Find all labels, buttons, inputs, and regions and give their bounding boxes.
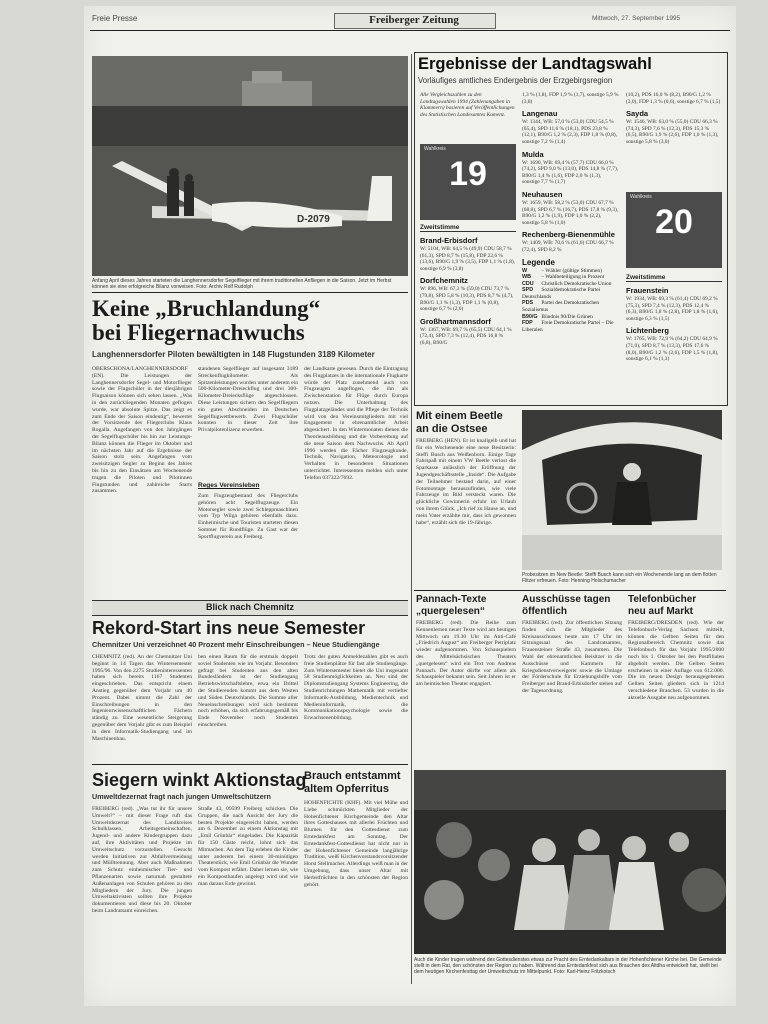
flieger-headline-2: bei Fliegernachwuchs [92,320,305,345]
masthead-title: Freiberger Zeitung [369,14,459,26]
pannach-headline-1: Pannach-Texte [416,594,487,605]
masthead-date: Mittwoch, 27. September 1995 [592,15,681,22]
ausschuesse-headline-1: Ausschüsse tagen [522,594,611,605]
brauch-headline-1: Brauch entstammt [304,770,401,782]
legende-key: SPD [522,287,534,294]
legende-value: Bündnis 90/Die Grünen [540,313,593,320]
telefon-text: FREIBERG/DRESDEN (red). Wie der Telefonbuch-Verlag Sachsen mitteilt, können die Gelben Seiten für den Regionalbereich Chemnitz sowie das Telefonbuch für das Vorjahr 1995/2000 noch bis 1. Oktober bei den Postfilialen abgeholt werden. Die Gelben Seiten erscheinen in einer Auflage von 612.000. Die im neuen Design herausgegebenen Gelben Seiten gliedern sich in 1214 verschiedene Branchen. 53 wurden in die aktuelle Ausgabe neu aufgenommen. [628,620,724,701]
result-mulda: W: 1690, WB: 69,4 % (57,7) CDU 66,0 % (74,2), SPD 9,0 % (13,0), PDS 14,8 % (7,7), B90/G 1,4 % (1,6), FDP 2,0 % (1,3), sonstige 7,7 % (1,7) [522,159,619,186]
legende-key: B90/G [522,313,538,320]
beetle-photo [522,410,722,570]
legende-value: Sozialdemokratische Partei Deutschlands [522,287,601,300]
place-neuhausen: Neuhausen [522,189,563,199]
beetle-text: FREIBERG (HEN). Er ist knallgelb und hat für ein Wochenende eine neue Besitzerin: Steffi Busch aus Weißenborn. Einige Tage Fahrspaß mit einem VW Beetle verlost die Sparkasse anlässlich der Eröffnung der Jugendgeschäftsstelle „Inside“. Die Aufgabe der Teilnehmer bestand darin, auf einer Fotomontage herauszufinden, wie viele Fahrzeuge im Bild versteckt waren. Die glückliche Gewinnerin erfuhr im Urlaub von ihrem Glück. „Ich rief zu Hause an, und mein Vater erzählte mir, dass ich gewonnen habe“, erzählt sich die 19-Jährige. [416,438,516,526]
wahlkreis-20-number: 20 [655,203,693,241]
result-sayda: W: 1546, WB: 63,0 % (55,0) CDU 66,3 % (74,3), SPD 7,6 % (12,3), PDS 15,3 % (6,5), B90/G 1,9 % (2,6), FDP 1,0 % (1,3), sonstige 5,8 % (3,0) [626,119,719,145]
result-frauenstein: W: 1934, WB: 69,3 % (61,4) CDU 69,2 % (75,3), SPD 7,4 % (12,3), PDS 12,4 % (6,3), B90/G 1,8 % (2,8), FDP 1,8 % (1,6), sonstige 6,3 % (1,5) [626,296,719,322]
result-lichtenberg: W: 1765, WB: 72,9 % (64,2) CDU 64,9 % (71,0), SPD 8,7 % (13,3), PDS 17,6 % (8,0), B90/G 1,2 % (2,6), FDP 1,5 % (1,8), sonstige 6,1 % (1,3) [626,336,719,363]
result-grosshartmannsdorf: W: 1367, WB: 69,7 % (65,5) CDU 64,1 % (72,4), SPD 7,3 % (12,4), PDS 16,8 % (6,8), B90/G [420,326,512,346]
church-photo [414,770,726,954]
glider-illustration [92,56,408,276]
place-sayda: Sayda [626,109,649,119]
wahl-col-3 [626,92,722,146]
wahlkreis-20-label: Wahlkreis [630,194,652,200]
legende-key: PDS [522,300,534,307]
rekord-headline: Rekord-Start ins neue Semester [92,618,366,638]
flieger-reges-heading: Reges Vereinsleben [198,482,260,489]
flieger-subheadline: Langhennersdorfer Piloten bewältigten in 148 Flugstunden 3189 Kilometer [92,350,375,359]
ausschuesse-text: FREIBERG (red). Zur öffentlichen Sitzung finden sich die Mitglieder des Kreisausschusses heute um 17 Uhr im Sitzungssaal des Landratsamtes, Frauensteiner Straße 43, zusammen. Die Wahl der ehrenamtlichen Beisitzer in die Ausschüsse und Kammern für Kriegsdienstverweigerer sowie die Umlage der Förderschule für Erziehungshilfe vom Freiberger und Brand-Erbisdorfer stehen auf der Tagesordnung. [522,620,622,694]
glider-tail-number: D-2079 [297,214,330,225]
rekord-subheadline: Chemnitzer Uni verzeichnet 40 Prozent mehr Einschreibungen – Neue Studiengänge [92,640,380,649]
church-photo-caption: Auch die Kinder trugen während des Gottesdienstes etwas zur Pracht des Erntedankaltars in der Hohenfichtener Kirche bei. Die Gemeinde stellt in dem Rat, den schönsten der Region zu haben. Während das Erntedankfest sich aus Brauchen des Altdha entwickelt hat, stellt bei dem heutigen Kirchenfesttag der Umweltschutz im Mittelpunkt. Foto: Karl-Heinz Fritzkotsch [414,957,722,975]
place-frauenstein: Frauenstein [626,286,669,295]
legende-key: WB [522,274,531,281]
wahl-col3-zweitstimme: Zweitstimme [626,274,722,282]
flieger-headline-1: Keine „Bruchlandung“ [92,296,321,321]
legende-item [522,320,620,333]
wahl-intro: Alle Vergleichszahlen zu den Landtagswahlen 1994 (Zahlenangaben in Klammern) basieren auf Veröffentlichungen des Statistischen Landesamtes Kamenz. [420,92,515,118]
legende-item [522,300,620,313]
legende-title: Legende [522,257,555,267]
wahl-col1-zweitstimme: Zweitstimme [420,224,516,232]
wahlkreis-20-box [626,192,722,268]
wahl-col-3b [626,274,722,363]
place-rechenberg: Rechenberg-Bienenmühle [522,230,615,240]
beetle-illustration [522,410,722,570]
siegern-headline: Siegern winkt Aktionstag [92,770,307,790]
beetle-headline-1: Mit einem Beetle [416,410,503,422]
glider-photo-caption: Anfang April dieses Jahres starteten die Langhennersdorfer Segelflieger mit ihrem traditionellen Anfliegen in die Saison. Jetzt im Herbst können sie eine erfolgreiche Bilanz vorweisen. Foto: Archiv Rolf Rudolph [92,278,392,290]
brauch-headline-2: altem Opferritus [304,783,389,795]
telefon-headline-2: neu auf Markt [628,606,694,617]
beetle-headline-2: an die Ostsee [416,423,488,435]
ausschuesse-headline-2: öffentlich [522,606,567,617]
legende-key: FDP [522,320,533,327]
glider-photo [92,56,408,276]
place-langenau: Langenau [522,109,558,119]
pannach-text: FREIBERG (red). Die Reihe zum Kennenlernen neuer Texte wird am heutigen Mittwoch um 19.30 Uhr im Anti-Café „Friedrich August“ am Freiberger Petriplatz wieder aufgenommen. Von Schauspielern des Mittelsächsischen Theaters „quergelesen“ wird ein Text von Andreas Pannach. Der Autor dürfte vor allem als Schauspieler bekannt sein. Seit Jahren ist er am heimischen Theater engagiert. [416,620,516,688]
wahl-col-2 [522,92,620,333]
wahl-col-1 [420,224,516,347]
result-col3-continued: (10,2), PDS 16,0 % (8,2), B90/G 1,2 % (3,0), FDP 1,3 % (0,6), sonstige 6,7 % (1,5) [626,92,721,105]
wahlkreis-19-box [420,144,516,220]
siegern-subheadline: Umweltdezernat fragt nach jungen Umweltschützern [92,792,271,801]
legende-value: – Wähler (gültige Stimmen) [540,267,602,274]
legende-item [522,274,620,281]
legende-key: W [522,267,528,274]
beetle-photo-caption: Probesitzen im New Beetle: Steffi Busch kann sich ein Wochenende lang an dem flotten Flitzer erfreuen. Foto: Henning Holschumacher [522,572,717,584]
rekord-col-2: ben einen Raum für die erstmals doppelt soviel Studenten wie im Vorjahr. Besonders gefragt bei Studenten aus den alten Bundesländern ist der Studiengang Betriebswirtschaftslehre, etwa ein Drittel der Studierenden kommt aus dem Westen und Süden Deutschlands. Die Summe aller Neueinschreibungen wird sich bestimmt noch erhöhen, da sich erfahrungsgemäß bis Ende November noch Studenten einschreiben. [198,654,298,728]
wahlkreis-19-label: Wahlkreis [424,146,446,152]
siegern-col-2: Straße 43, 09599 Freiberg schicken. Die Gruppen, die nach Ansicht der Jury die besten Projekte eingereicht haben, werden am 6. Dezember zu einem Aktionstag mit „Emil Grünbär“ eingeladen. Die Kapazität für 150 Gäste reicht, lohnt sich das Mitmachen. An dem Tag erleben die Kinder unter anderem bei einem 30-minütigen Theaterstück, wie Emil Grünbär die Wunder vom Kompost erfährt. Daher lernen sie, wie ein Komposthaufen angelegt wird und wie man daraus Erde gewinnt. [198,806,298,887]
telefon-headline-1: Telefonbücher [628,594,697,605]
place-dorfchemnitz: Dorfchemnitz [420,276,468,286]
legende-key: CDU [522,280,534,287]
masthead-rule [90,30,730,31]
legende-item [522,268,620,275]
masthead-left: Freie Presse [92,14,138,23]
legende-item [522,281,620,288]
pannach-headline-2: „quergelesen“ [416,606,485,617]
wahlkreis-19-number: 19 [449,155,487,193]
place-mulda: Mulda [522,149,544,159]
legende-item [522,314,620,321]
wahl-subheadline: Vorläufiges amtliches Endergebnis der Erzgebirgsregion [418,76,613,85]
newspaper-page [84,6,736,1006]
place-lichtenberg: Lichtenberg [626,326,669,336]
legende-list [522,268,620,334]
legende-value: Partei des Demokratischen Sozialismus [522,300,600,314]
church-illustration [414,770,726,954]
rekord-col-1: CHEMNITZ (red). An der Chemnitzer Uni beginnt in 14 Tagen das Wintersemester 1995/96. Von den 2275 Studieninteressenten haben sich bereits 1167 Studenten eingeschrieben. Das entspricht einem Anstieg gegenüber dem Vorjahr um 40 Prozent. Dabei nimmt die Zahl der Einschreibungen in den Ingenieurwissenschaftlichen Fächern ständig zu. Eine wesentliche Steigerung gegenüber dem Vorjahr gibt es zum Beispiel in dem Informatik-Studiengang und im Maschinenbau. [92,654,192,742]
legende-value: Freie Demokratische Partei – Die Liberalen [522,320,614,333]
left-rule-2 [92,764,408,765]
result-langenau: W: 1344, WB: 57,0 % (53,0) CDU 54,5 % (65,4), SPD 11,6 % (18,1), PDS 23,8 % (12,1), B90/G 1,2 % (2,3), FDP 1,8 % (0,8), sonstige 7,2 % (1,4) [522,119,618,145]
legende-value: – Wahlbeteiligung in Prozent [540,274,605,281]
left-rule-1 [92,292,408,293]
center-divider [411,54,412,984]
rekord-col-3: Trotz der guten Anmeldezahlen gibt es auch freie Studienplätze für fast alle Studiengänge. Zum Wintersemester bietet die Uni insgesamt 58 Studienmöglichkeiten an. Neu sind der Diplomstudiengang Systems Engineering, die Studienrichtungen Mathematik mit vertiefter Informatik-Ausbildung, Medientechnik und Medieninformatik, die Kommunikationspsychologie sowie die Erwachsenenbildung. [304,654,408,722]
result-rechenberg: W: 1409, WB: 70,6 % (61,6) CDU 66,7 % (72,4), SPD 8,2 % [522,240,614,253]
result-brand-erbisdorf: W: 5104, WB: 64,5 % (49,9) CDU 58,7 % (61,3), SPD 8,7 % (15,8), FDP 22,6 % (13,6), B90/G 1,9 % (3,5), FDP 1,1 % (1,8), sonstige 6,9 % (3,8) [420,246,516,272]
right-rule-1 [414,590,726,591]
wahl-headline: Ergebnisse der Landtagswahl [418,55,652,73]
flieger-col-1: OBERSCHÖNA/LANGHENNERSDORF (EN). Die Leistungen der Langhennersdorfer Segel- und Motorflieger sowie der Flugschüler in der diesjährigen Flugsaison können sich sehen lassen. „Was in den zurückliegenden Monaten geflogen wurde, war absolute Spitze. Das zeigt es zum Ende der Saison eindeutig“, bewertet der Vorsitzende des Fliegerclubs Klaus Rogalla. Angefangen von den Jahrgängen der Segelflugschüler bis hin zur Leistungs-Bilanz können die Flieger im Oktober und im nächsten Jahr auf die Ergebnisse der Saison stolz sein. Angefangen vom zweisitzigen Segler zu Beginn des Jahres bis hin zu den Einsätzen am Wochenende trugen die Piloten und Pilotinnen Flugstunden und zahlreiche Starts zusammen. [92,366,192,495]
place-brand-erbisdorf: Brand-Erbisdorf [420,236,478,245]
result-dorfchemnitz: W: 896, WB: 67,3 % (59,0) CDU 73,7 % (79,8), SPD 5,8 % (10,3), PDS 8,7 % (4,7), B90/G 1,1 % (1,3), FDP 1,1 % (0,8), sonstige 6,7 % (2,6) [420,286,514,313]
flieger-col-2a: standenen Segelflieger auf insgesamt 3189 Streckenflugkilometer. Als Spitzenleistungen wurden unter anderem ein 500-Kilometer-Dreieckflug und drei 300-Kilometer-Dreiecksflüge abgeschlossen. Diese Leistungen sichern den Segelfliegern ein gutes Abschneiden im Deutschen Segelflugwettbewerb. Zwei Flugschüler konnten in dieser Zeit ihre Privatpilotenlizenz erwerben. [198,366,298,434]
legende-value: Christlich Demokratische Union [540,280,612,287]
place-grosshartmannsdorf: Großhartmannsdorf [420,316,491,326]
result-col2-continued: 1,3 % (1,8), FDP 1,9 % (1,7), sonstige 5,9 % (3,8) [522,92,619,105]
blick-heading: Blick nach Chemnitz [205,602,295,612]
siegern-col-1: FREIBERG (red). „Was tut ihr für unsere Umwelt?“ – mit dieser Frage ruft das Umweltdezernat des Landkreises Schulklassen, Arbeitsgemeinschaften, Jugend- und andere Kindergruppen dazu auf, ihre Aktivitäten und Projekte im Umweltschutz vorzustellen. Gesucht werden Initiativen zur Abfallvermeidung und Mülltrennung. Aber auch Maßnahmen zum Schutz einheimischer Tier- und Pflanzenarten sowie naturnah gestaltete Außenanlagen von Schulen gehören zu den Mitgliedern der Jury. Die jungen Umweltaktivisten sollten ihre Projekte dokumentieren und diese bis 20. Oktober beim Landratsamt einreichen. [92,806,192,914]
result-neuhausen: W: 1659, WB: 58,2 % (53,0) CDU 67,7 % (68,8), SPD 6,7 % (16,7), PDS 17,8 % (9,3), B90/G 1,2 % (1,9), FDP 1,0 % (2,2), sonstige 5,8 % (1,0) [522,199,619,226]
legende-item [522,287,620,300]
flieger-col-3: der Landkarte gewesen. Durch die Eintragung des Flugplatzes in die internationale Flugkarte würde der Platz zunehmend auch von Flugzeugen angeflogen, die ihn als Zwischenstation für Flüge durch Europa nutzen. Die Unterhaltung des Flugplatzgeländes und die Pflege der Technik wird von den Vereinsmitgliedern mit viel Engagement in ehrenamtlicher Arbeit abgesichert. In den Wintermonaten dienen die Theorieausbildung und die Vorbereitung auf die neue Saison dem Nachwuchs. Ab April 1996 werden die Fächer Flugzeugkunde, Technik, Navigation, Meteorologie und Verhalten in besonderen Situationen unterrichtet. Interessenten melden sich unter Telefon 037322/7692. [304,366,408,481]
flieger-col-2b: Zum Flugzeugbestand des Fliegerclubs gehören acht Segelflugzeuge. Ein Motorsegler sowie zwei Schleppmaschinen vom Typ Wilga gehören ebenfalls dazu. Einheimische und Touristen starteten diesen Sommer für Rundflüge. Zu Gast war der Sportflugverein aus Freiberg. [198,493,298,540]
brauch-text: HOHENFICHTE (KHF). Mit viel Mühe und Liebe schmückten Mitglieder der Hohenfichtener Kirchgemeinde den Altar ihres Gotteshauses mit allerlei Früchten und Blumen für den Gottesdienst zum Erntedankfest am Sonntag. Der Erntedankfest-Gottesdienst hat nicht nur in der Hohenfichtener Gemeinde langjährige Tradition, weiß Kirchenvorstandsvorsitzender Horst Stellmacher. Allerdings weiß man in der Umgebung, dass unser Altar mit Herbstfrüchten in den schönsten der Region gehört. [304,800,408,888]
